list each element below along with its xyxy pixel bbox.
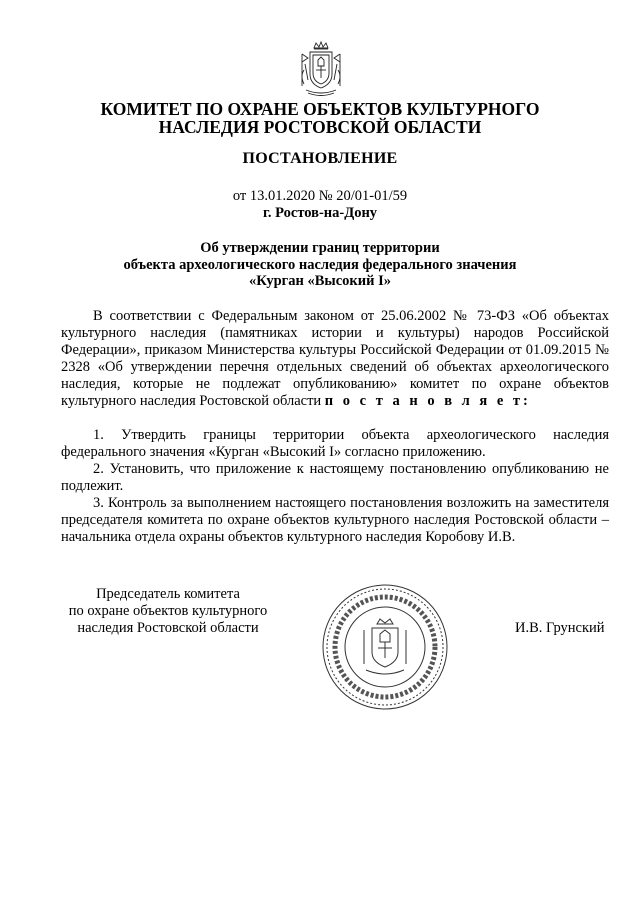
item-2: 2. Установить, что приложение к настоящему постановлению опубликованию не подлежит. (61, 461, 609, 494)
item-3: 3. Контроль за выполнением настоящего постановления возложить на заместителя председателя комитета по охране объектов культурного наследия Ростовской области – начальника отдела охраны объектов культурного наследия Коробову И.В. (61, 495, 609, 545)
organization-name (0, 100, 640, 136)
seal-stamp-icon (320, 582, 450, 712)
signatory-title-line1: Председатель комитета (96, 586, 240, 602)
signatory-name: И.В. Грунский (515, 620, 605, 636)
document-type: ПОСТАНОВЛЕНИЕ (242, 150, 398, 167)
item-1: 1. Утвердить границы территории объекта археологического наследия федерального значения «Курган «Высокий I» согласно приложению. (61, 427, 609, 460)
document-subject (0, 240, 640, 290)
signatory-title-line3: наследия Ростовской области (77, 620, 259, 636)
organization-name-line1: КОМИТЕТ ПО ОХРАНЕ ОБЪЕКТОВ КУЛЬТУРНОГО (100, 99, 540, 119)
subject-line3: «Курган «Высокий I» (248, 273, 392, 289)
coat-of-arms-icon (294, 40, 348, 98)
signatory-title (56, 586, 280, 637)
date-and-number: от 13.01.2020 № 20/01-01/59 (232, 188, 408, 204)
organization-name-line2: НАСЛЕДИЯ РОСТОВСКОЙ ОБЛАСТИ (158, 117, 482, 137)
city: г. Ростов-на-Дону (262, 205, 378, 221)
preamble-paragraph (61, 308, 609, 410)
preamble-text: В соответствии с Федеральным законом от 25.06.2002 № 73-ФЗ «Об объектах культурного наследия (памятниках истории и культуры) народов Российской Федерации», приказом Министерства культуры Российской Федерации от 01.09.2015 № 2328 «Об утверждении перечня отдельных сведений об объектах археологического наследия, которые не подлежат опубликованию» комитет по охране объектов культурного наследия Ростовской области (61, 308, 609, 409)
subject-line2: объекта археологического наследия федерального значения (123, 256, 517, 273)
signatory-title-line2: по охране объектов культурного (68, 603, 268, 619)
document-body (61, 308, 609, 546)
subject-line1: Об утверждении границ территории (200, 240, 440, 256)
decree-word: п о с т а н о в л я е т: (324, 393, 531, 409)
